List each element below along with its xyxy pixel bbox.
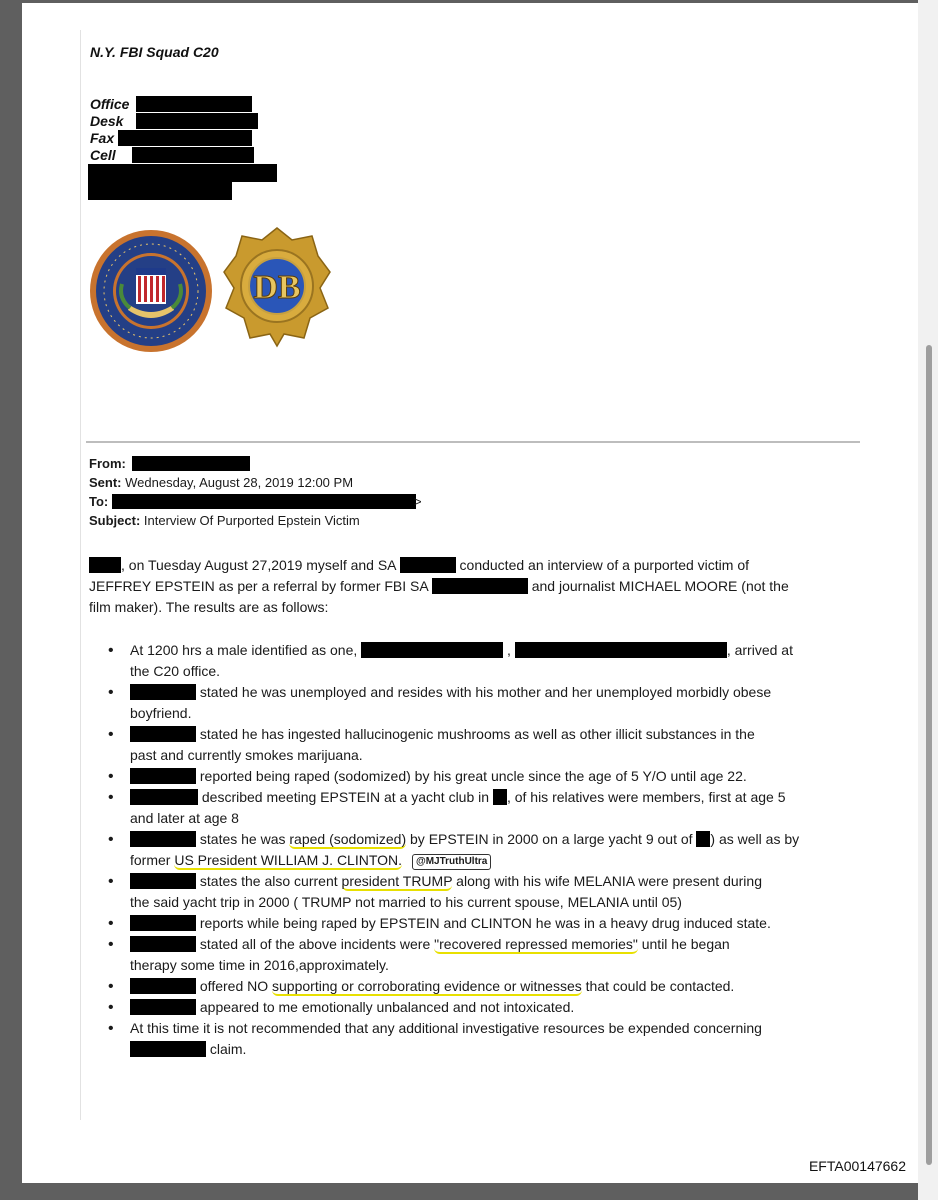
db-badge-icon (222, 226, 332, 348)
highlighted-text: raped (sodomized) (289, 831, 407, 847)
list-item-text: boyfriend. (130, 705, 192, 721)
list-item (130, 682, 890, 724)
list-item-text: ) as well as by (710, 831, 800, 847)
email-sent: Sent: Wednesday, August 28, 2019 12:00 PM (89, 475, 354, 490)
redaction-bar (130, 1041, 206, 1057)
list-item-text: , (507, 642, 511, 658)
redaction-bar (130, 873, 196, 889)
document-id: EFTA00147662 (808, 1158, 906, 1174)
scrollbar-thumb[interactable] (926, 345, 932, 1165)
redaction-bar (130, 978, 196, 994)
list-item-text: states the also current (199, 873, 338, 889)
list-item-text: claim. (209, 1041, 247, 1057)
list-item-text: and later at age 8 (130, 810, 239, 826)
redaction-desk (136, 113, 258, 129)
redaction-agent (89, 557, 121, 573)
list-item-text: stated he was unemployed and resides with his mother and her unemployed morbidly obese (199, 684, 772, 700)
list-item-text: , of his relatives were members, first at age 5 (506, 789, 786, 805)
email-subject: Subject: Interview Of Purported Epstein Victim (89, 513, 360, 528)
list-item (130, 997, 890, 1018)
list-item-text: former (130, 852, 171, 868)
list-item-text: , arrived at (726, 642, 793, 658)
fax-label: Fax (90, 130, 115, 146)
watermark-handle: @MJTruthUltra (412, 854, 491, 870)
list-item (130, 976, 890, 997)
list-item (130, 640, 890, 682)
highlighted-text: supporting or corroborating evidence or witnesses (272, 978, 582, 994)
email-to: To: (89, 494, 109, 509)
list-item-text: that could be contacted. (585, 978, 735, 994)
list-item-text: offered NO (199, 978, 269, 994)
highlighted-text: US President WILLIAM J. CLINTON. (174, 852, 403, 868)
redaction-cell (132, 147, 254, 163)
redaction-from (132, 456, 250, 471)
list-item-text: past and currently smokes marijuana. (130, 747, 363, 763)
list-item-text: At 1200 hrs a male identified as one, (130, 642, 358, 658)
list-item-text: At this time it is not recommended that any additional investigative resources be expended concerning (130, 1020, 762, 1036)
redaction-bar (130, 999, 196, 1015)
list-item-text: reported being raped (sodomized) by his great uncle since the age of 5 Y/O until age 22. (199, 768, 747, 784)
redaction-bar (696, 831, 710, 847)
redaction-bar (130, 831, 196, 847)
redaction-bar (130, 768, 196, 784)
list-item (130, 913, 890, 934)
list-item-text: therapy some time in 2016,approximately. (130, 957, 389, 973)
redaction-bar (361, 642, 503, 658)
divider (86, 441, 860, 443)
redaction-line-6 (88, 182, 232, 200)
list-item-text: states he was (199, 831, 286, 847)
intro-paragraph: , on Tuesday August 27,2019 myself and SA conducted an interview of a purported victim of JEFFREY EPSTEIN as per a referral by former FBI SA and journalist MICHAEL MOORE (not the film maker). The results are as follows: (89, 557, 789, 615)
redaction-former-sa (432, 578, 528, 594)
page-margin-line (80, 30, 81, 1120)
redaction-bar (493, 789, 507, 805)
list-item-text: described meeting EPSTEIN at a yacht club in (201, 789, 490, 805)
list-item-text: appeared to me emotionally unbalanced and not intoxicated. (199, 999, 575, 1015)
email-from: From: (89, 456, 126, 471)
list-item-text: until he began (641, 936, 730, 952)
list-item (130, 766, 890, 787)
list-item-text: the said yacht trip in 2000 ( TRUMP not married to his current spouse, MELANIA until 05) (130, 894, 682, 910)
list-item (130, 1018, 890, 1060)
findings-list (96, 640, 890, 1060)
list-item-text: stated all of the above incidents were (199, 936, 431, 952)
redaction-bar (130, 684, 196, 700)
redaction-to (112, 494, 416, 509)
list-item (130, 724, 890, 766)
email-to-suffix: > (414, 494, 422, 509)
list-item (130, 934, 890, 976)
redaction-sa (400, 557, 456, 573)
redaction-bar (515, 642, 727, 658)
office-label: Office (90, 96, 130, 112)
list-item-text: along with his wife MELANIA were present during (456, 873, 762, 889)
badge-letters: DB (253, 269, 301, 306)
desk-label: Desk (90, 113, 124, 129)
highlighted-text: "recovered repressed memories" (434, 936, 638, 952)
list-item-text: reports while being raped by EPSTEIN and CLINTON he was in a heavy drug induced state. (199, 915, 771, 931)
list-item-text: the C20 office. (130, 663, 221, 679)
cell-label: Cell (90, 147, 116, 163)
redaction-bar (130, 936, 196, 952)
redaction-bar (130, 789, 198, 805)
redaction-line-5 (88, 164, 277, 182)
redaction-office (136, 96, 252, 112)
redaction-fax (118, 130, 252, 146)
fbi-seal-icon (88, 228, 214, 354)
list-item-text: stated he has ingested hallucinogenic mushrooms as well as other illicit substances in the (199, 726, 755, 742)
squad-heading: N.Y. FBI Squad C20 (90, 44, 219, 60)
redaction-bar (130, 915, 196, 931)
highlighted-text: president TRUMP (341, 873, 453, 889)
list-item-text: by EPSTEIN in 2000 on a large yacht 9 out of (410, 831, 693, 847)
list-item (130, 787, 890, 829)
list-item (130, 829, 890, 871)
redaction-bar (130, 726, 196, 742)
list-item (130, 871, 890, 913)
